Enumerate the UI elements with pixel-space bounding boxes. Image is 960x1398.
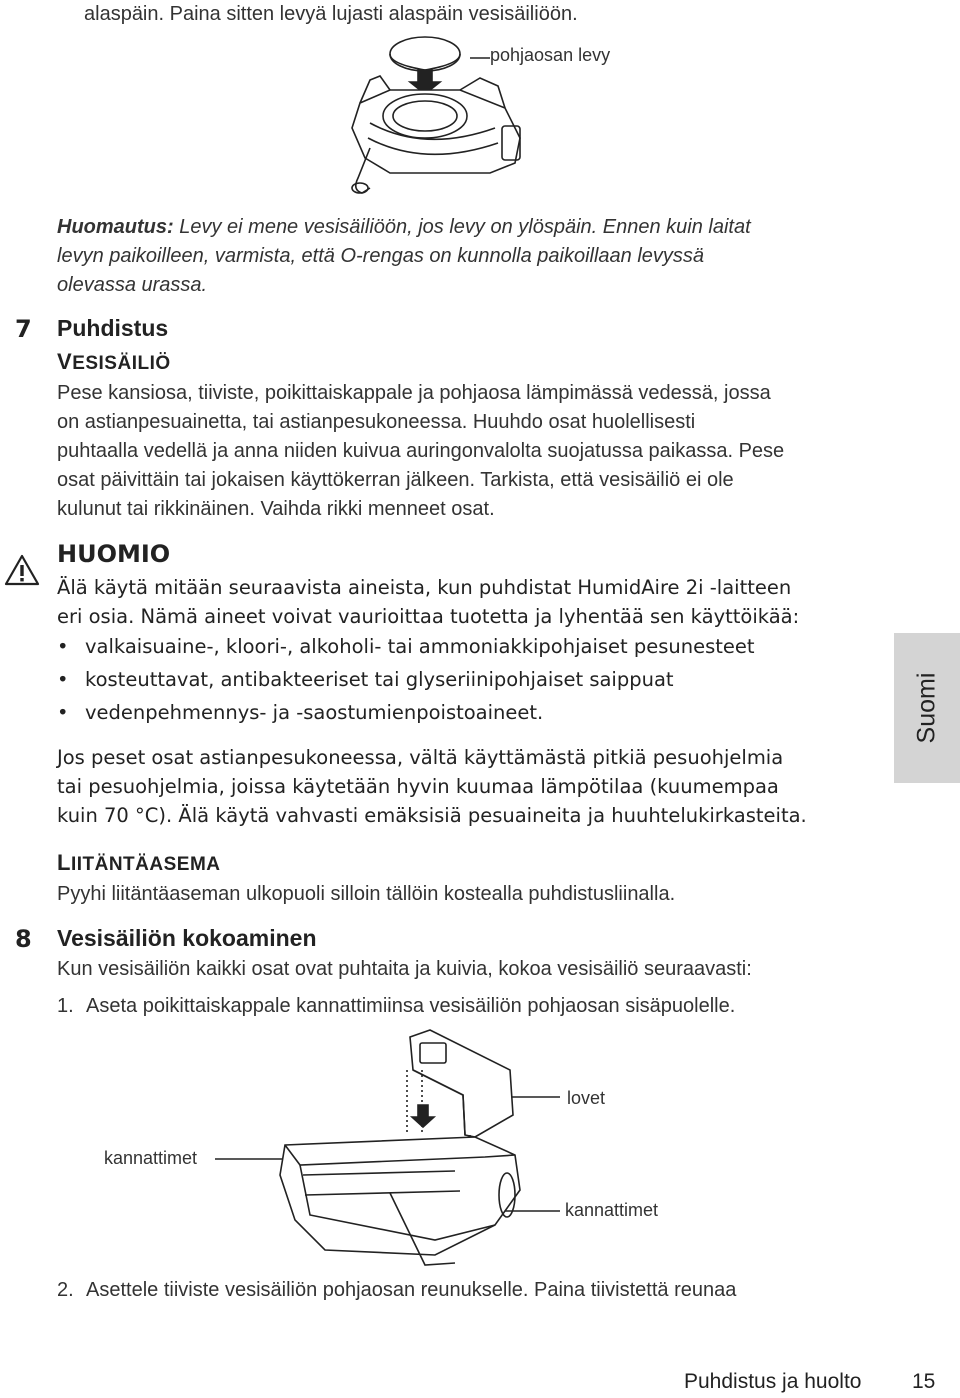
step-2-text: Asettele tiiviste vesisäiliön pohjaosan reunukselle. Paina tiivistettä reunaa [86,1279,737,1301]
note-prefix: Huomautus: [57,216,174,238]
cross-piece-assembly-illustration [215,1025,565,1270]
dishwasher-paragraph: Jos peset osat astianpesukoneessa, vältä käyttämästä pitkiä pesuohjelmia tai pesuohjelmia, joissa käytetään hyvin kuumaa lämpötilaa (kuumempaa kuin 70 °C). Älä käytä vahvasti emäksisiä pesuaineita ja huuhtelukirkasteita. [57,746,807,827]
step-1-text: Aseta poikittaiskappale kannattimiinsa vesisäiliön pohjaosan sisäpuolelle. [86,995,736,1017]
figure-label-brackets-left: kannattimet [104,1148,198,1168]
note-line-2: levyn paikoilleen, varmista, että O-rengas on kunnolla paikoillaan levyssä [57,245,705,267]
language-side-tab: Suomi [894,633,960,783]
figure-label-notches: lovet [567,1088,606,1108]
caution-bullet-1: • valkaisuaine-, kloori-, alkoholi- tai ammoniakkipohjaiset pesunesteet [57,635,755,658]
caution-intro: Älä käytä mitään seuraavista aineista, kun puhdistat HumidAire 2i -laitteen eri osia. Nämä aineet voivat vaurioittaa tuotetta ja lyhentää sen käyttöikää: [57,576,800,628]
figure-label-brackets-right: kannattimet [565,1200,659,1220]
warning-exclamation-icon [4,554,40,586]
figure-label-plate: pohjaosan levy [490,45,611,65]
step-1-number: 1. [57,995,74,1017]
caution-bullet-2: • kosteuttavat, antibakteeriset tai glyseriinipohjaiset saippuat [57,668,674,691]
note-paragraph [57,213,751,300]
section-title-assembly: Vesisäiliön kokoaminen [57,925,317,951]
footer-section-title: Puhdistus ja huolto [684,1370,862,1393]
continuation-text: alaspäin. Paina sitten levyä lujasti alaspäin vesisäiliöön. [84,3,578,25]
step-2-number: 2. [57,1279,74,1301]
section-title-cleaning: Puhdistus [57,315,169,341]
assembly-intro: Kun vesisäiliön kaikki osat ovat puhtaita ja kuivia, kokoa vesisäiliö seuraavasti: [57,958,752,980]
subheading-dock: LIITÄNTÄASEMA [57,850,221,875]
tank-base-plate-illustration [330,28,550,208]
page-number: 15 [912,1370,936,1393]
note-line-1: Levy ei mene vesisäiliöön, jos levy on ylöspäin. Ennen kuin laitat [173,216,751,238]
caution-bullet-3: • vedenpehmennys- ja -saostumienpoistoaineet. [57,701,544,724]
subheading-water-tank: VESISÄILIÖ [57,349,171,374]
cleaning-paragraph: Pese kansiosa, tiiviste, poikittaiskappale ja pohjaosa lämpimässä vedessä, jossa on astianpesuainetta, tai astianpesukoneessa. Huuhdo osat huolellisesti puhtaalla vedellä ja anna niiden kuivua auringonvalolta suojatussa paikassa. Pese osat päivittäin tai jokaisen käyttökerran jälkeen. Tarkista, että vesisäiliö ei ole kulunut tai rikkinäinen. Vaihda rikki menneet osat. [57,382,785,520]
dock-paragraph: Pyyhi liitäntäaseman ulkopuoli silloin tällöin kostealla puhdistusliinalla. [57,883,676,905]
section-number-8: 8 [15,925,32,953]
note-line-3: olevassa urassa. [57,274,208,296]
caution-title: HUOMIO [57,540,171,568]
section-number-7: 7 [15,315,32,343]
